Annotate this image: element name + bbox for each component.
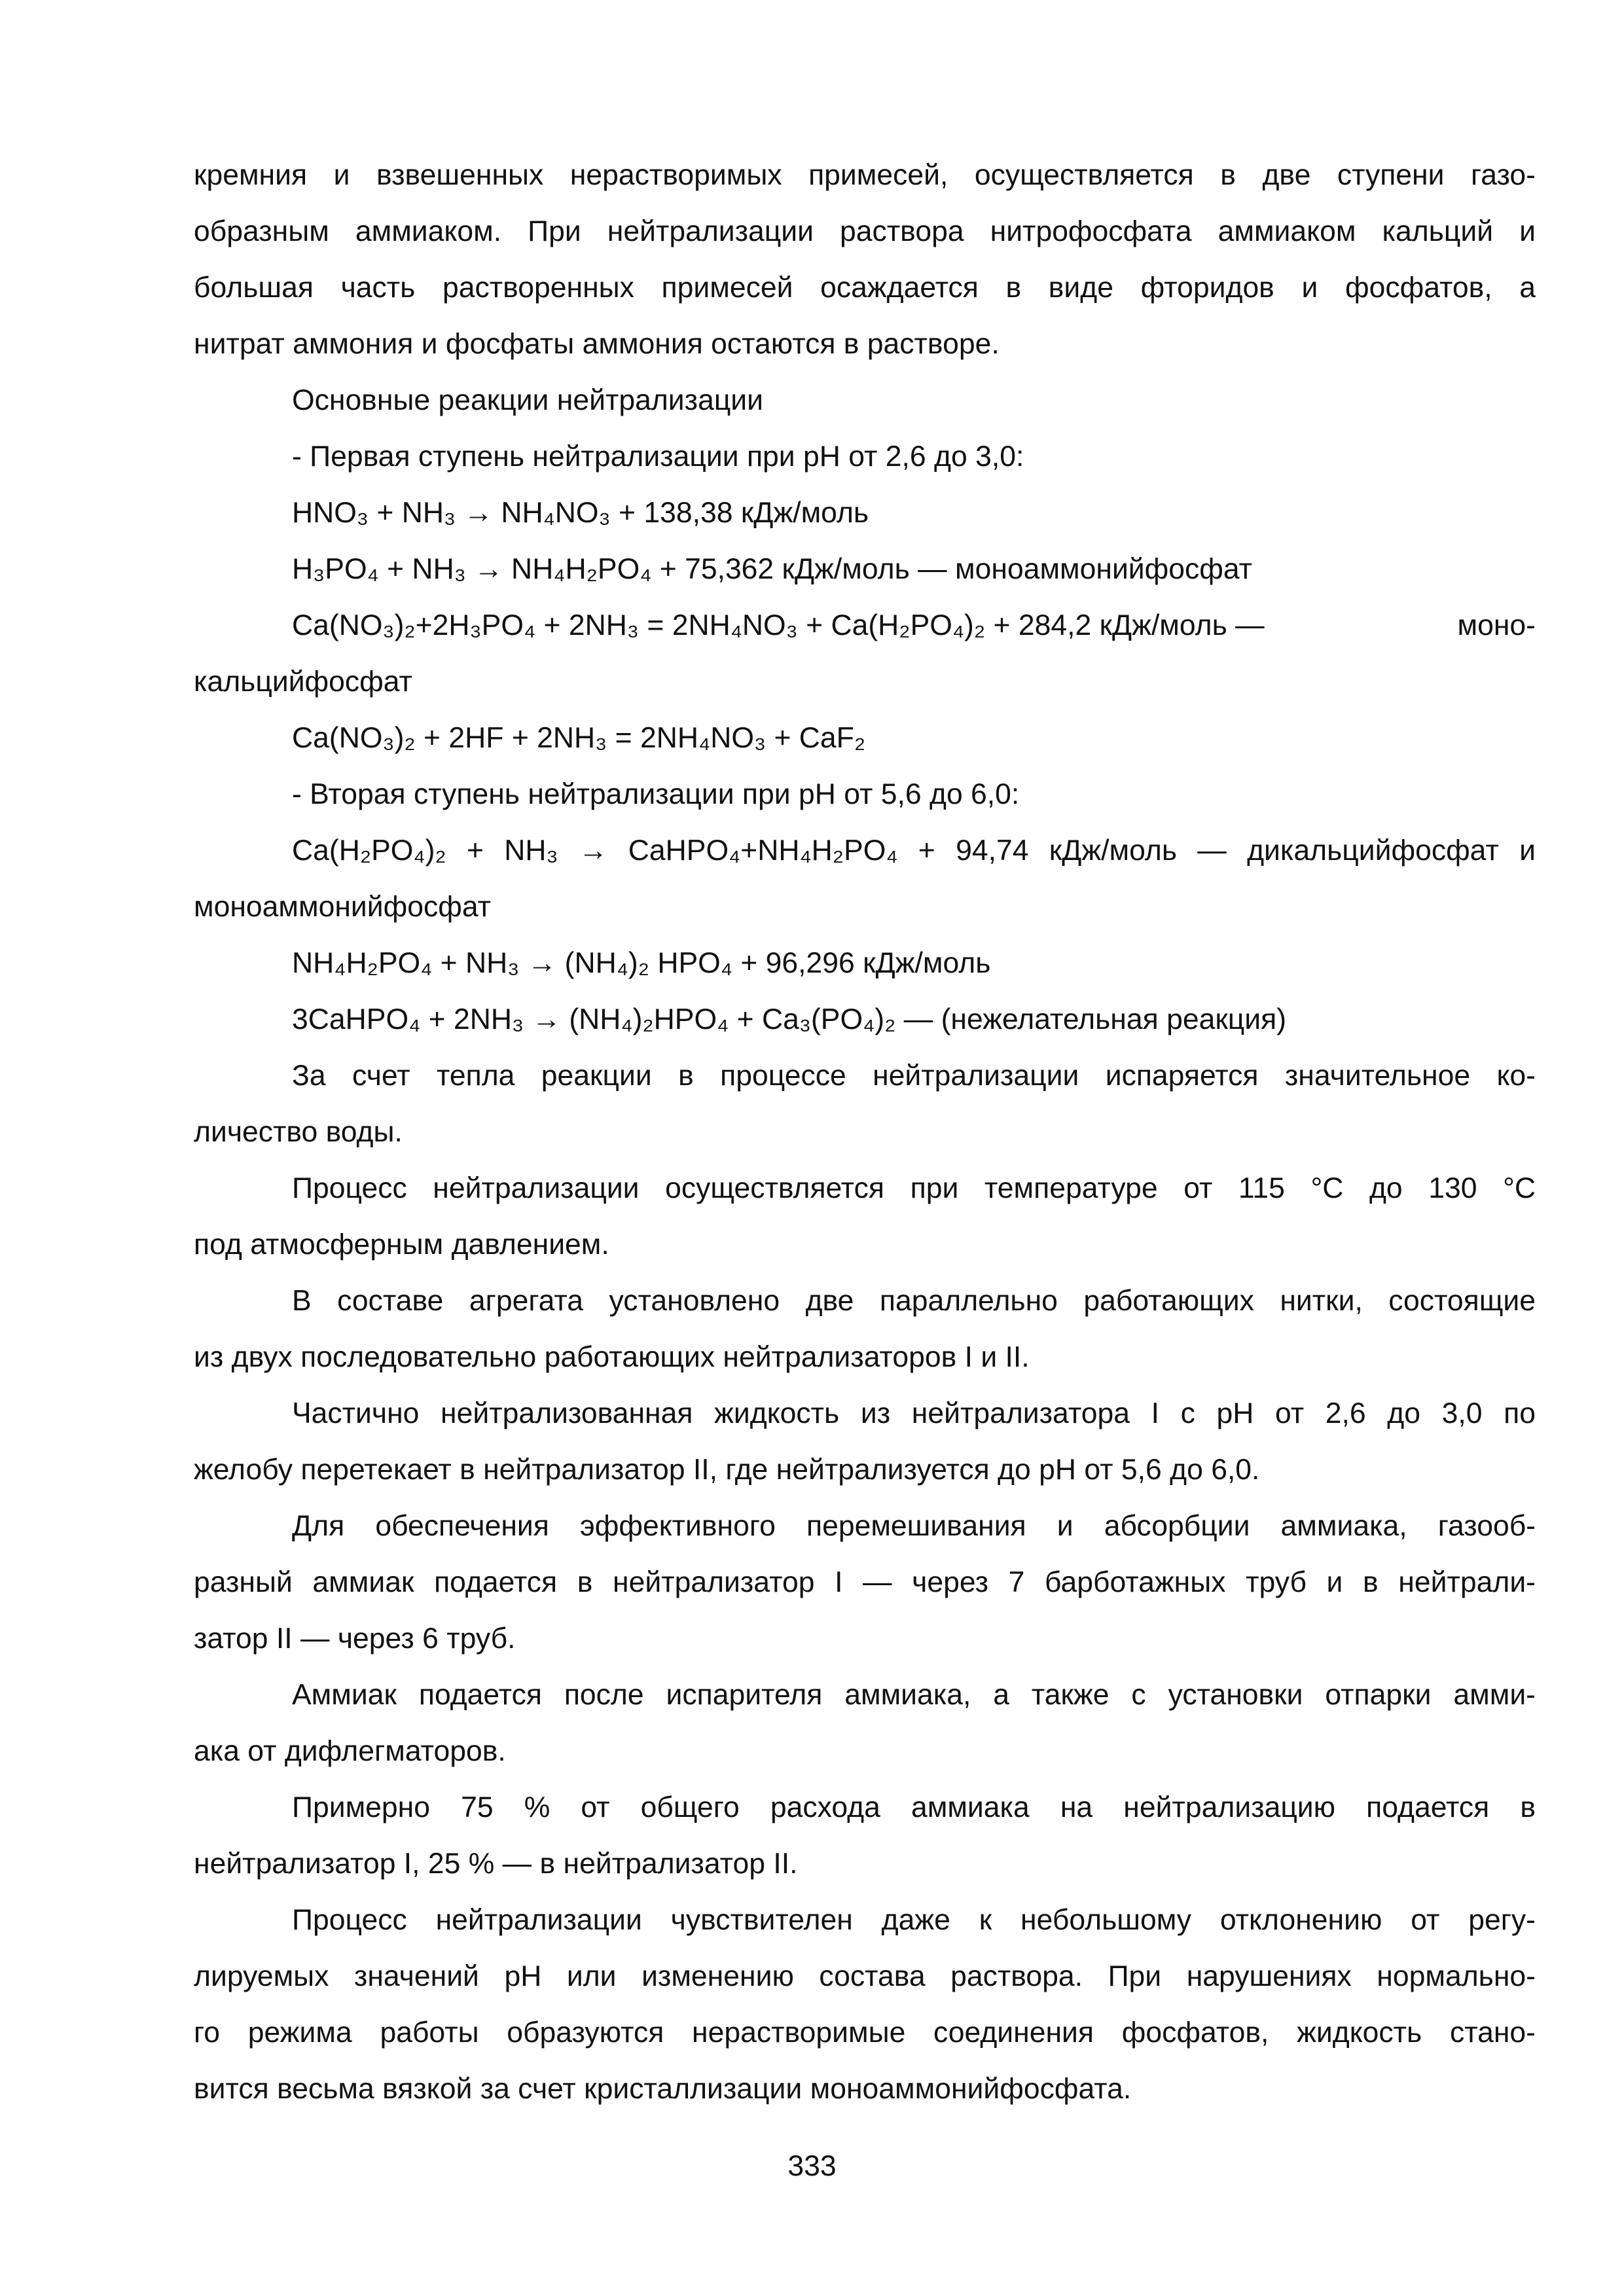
text-line: Для обеспечения эффективного перемешивания и абсорбции аммиака, газооб- [292, 1510, 1536, 1542]
reaction-formula-continuation: моноаммонийфосфат [194, 891, 492, 923]
text-line: под атмосферным давлением. [194, 1229, 609, 1261]
text-line: нейтрализатор I, 25 % — в нейтрализатор II. [194, 1848, 798, 1880]
text-line: разный аммиак подается в нейтрализатор I — через 7 барботажных труб и в нейтрали- [194, 1566, 1536, 1598]
text-line: кремния и взвешенных нерастворимых примесей, осуществляется в две ступени газо- [194, 159, 1536, 191]
text-line: Аммиак подается после испарителя аммиака, а также с установки отпарки амми- [292, 1679, 1536, 1711]
reaction-formula: NH₄H₂PO₄ + NH₃ → (NH₄)₂ HPO₄ + 96,296 кДж/моль [292, 947, 991, 979]
text-line: из двух последовательно работающих нейтрализаторов I и II. [194, 1341, 1030, 1373]
text-line: Процесс нейтрализации чувствителен даже к небольшому отклонению от регу- [292, 1904, 1536, 1936]
stage2-heading: - Вторая ступень нейтрализации при pH от 5,6 до 6,0: [292, 778, 1020, 810]
text-line: Примерно 75 % от общего расхода аммиака на нейтрализацию подается в [292, 1791, 1536, 1823]
text-line: За счет тепла реакции в процессе нейтрализации испаряется значительное ко- [292, 1060, 1536, 1092]
text-line: В составе агрегата установлено две параллельно работающих нитки, состоящие [292, 1285, 1536, 1317]
text-line: желобу перетекает в нейтрализатор II, где нейтрализуется до pH от 5,6 до 6,0. [194, 1454, 1260, 1486]
text-line: нитрат аммония и фосфаты аммония остаются в растворе. [194, 328, 1000, 360]
text-line: затор II — через 6 труб. [194, 1623, 516, 1655]
reaction-formula: H₃PO₄ + NH₃ → NH₄H₂PO₄ + 75,362 кДж/моль — моноаммонийфосфат [292, 553, 1253, 585]
document-page [194, 147, 1536, 2117]
reaction-formula: Ca(H₂PO₄)₂ + NH₃ → CaHPO₄+NH₄H₂PO₄ + 94,74 кДж/моль — дикальцийфосфат и [292, 834, 1536, 867]
reaction-formula: HNO₃ + NH₃ → NH₄NO₃ + 138,38 кДж/моль [292, 497, 869, 529]
text-line: Процесс нейтрализации осуществляется при температуре от 115 °С до 130 °С [292, 1172, 1536, 1204]
text-line: го режима работы образуются нерастворимые соединения фосфатов, жидкость стано- [194, 2017, 1536, 2049]
stage1-heading: - Первая ступень нейтрализации при pH от 2,6 до 3,0: [292, 440, 1024, 473]
text-line: Частично нейтрализованная жидкость из нейтрализатора I с pH от 2,6 до 3,0 по [292, 1397, 1536, 1429]
text-line: личество воды. [194, 1116, 403, 1148]
reaction-formula-tail: моно- [1457, 609, 1536, 641]
text-line: ака от дифлегматоров. [194, 1735, 506, 1767]
reaction-formula: Ca(NO₃)₂ + 2HF + 2NH₃ = 2NH₄NO₃ + CaF₂ [292, 722, 866, 754]
reaction-formula-continuation: кальцийфосфат [194, 666, 412, 698]
reaction-formula: Ca(NO₃)₂+2H₃PO₄ + 2NH₃ = 2NH₄NO₃ + Ca(H₂PO₄)₂ + 284,2 кДж/моль — [292, 609, 1265, 641]
page-number: 333 [787, 2150, 837, 2182]
text-line: лируемых значений pH или изменению состава раствора. При нарушениях нормально- [194, 1960, 1536, 1992]
reaction-formula: 3CaHPO₄ + 2NH₃ → (NH₄)₂HPO₄ + Ca₃(PO₄)₂ — (нежелательная реакция) [292, 1003, 1287, 1035]
text-line: большая часть растворенных примесей осаждается в виде фторидов и фосфатов, а [194, 272, 1536, 304]
text-line: вится весьма вязкой за счет кристаллизации моноаммонийфосфата. [194, 2073, 1132, 2105]
text-line: образным аммиаком. При нейтрализации раствора нитрофосфата аммиаком кальций и [194, 215, 1536, 247]
reactions-heading: Основные реакции нейтрализации [292, 384, 764, 416]
reaction-formula-row [194, 598, 1536, 654]
